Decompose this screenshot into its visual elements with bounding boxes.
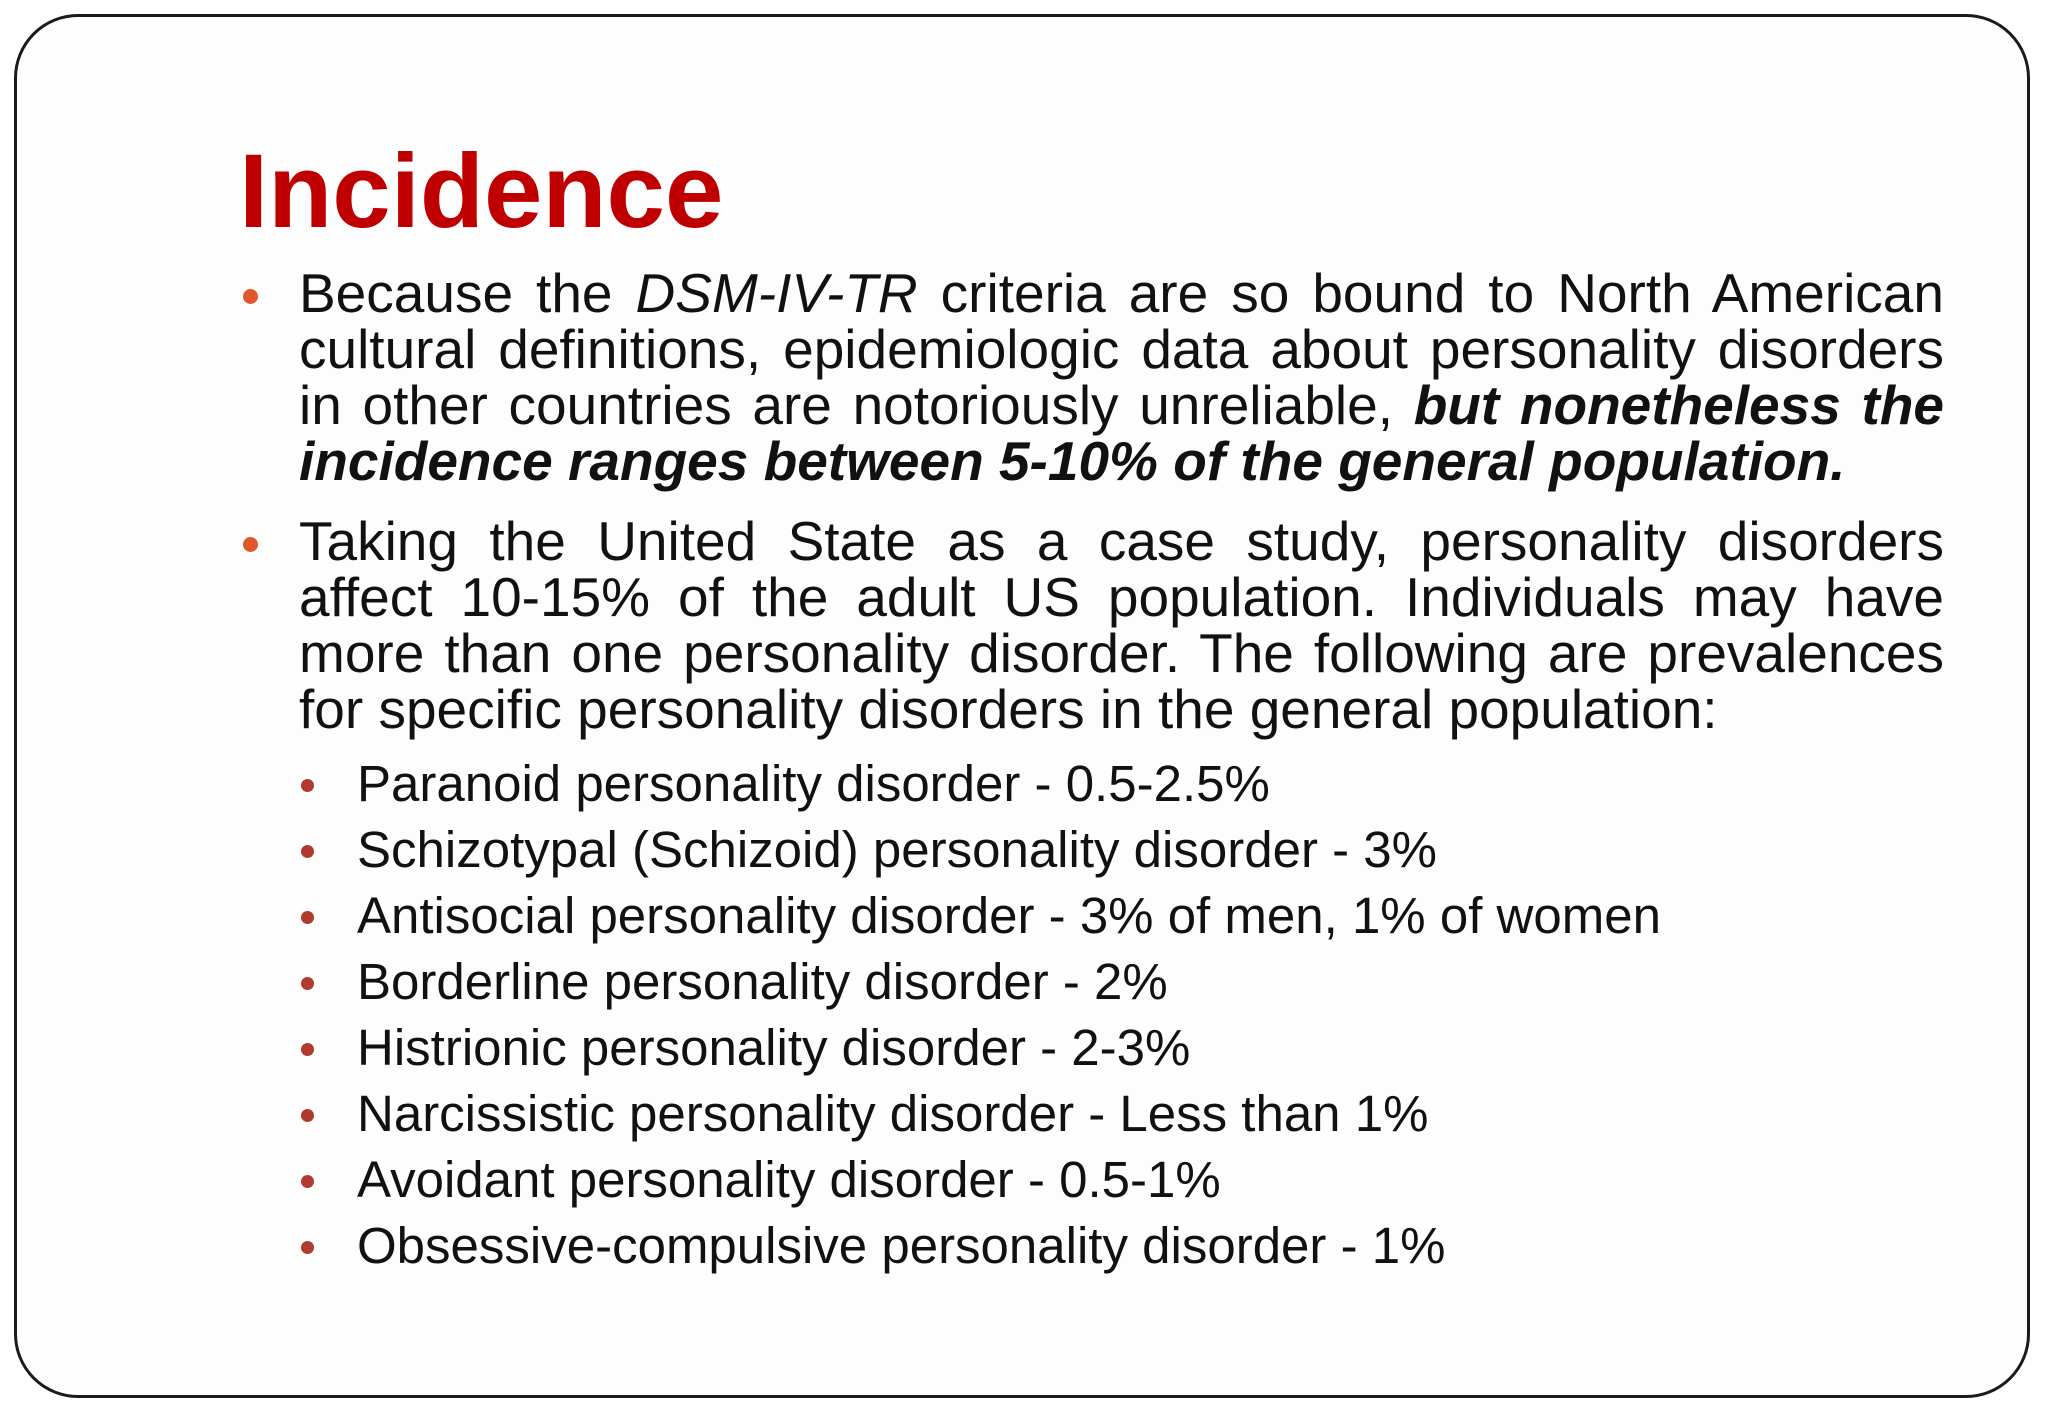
bullet-item-1: [239, 262, 1944, 492]
sub-bullet-dot-icon: [301, 911, 314, 924]
slide-frame: [14, 14, 2030, 1398]
bullet-text-1-before: Because the: [299, 262, 636, 324]
bullet-list: [239, 262, 1944, 1279]
prevalence-item: [299, 1213, 1944, 1279]
prevalence-item: [299, 751, 1944, 817]
prevalence-list: [299, 751, 1944, 1279]
sub-bullet-dot-icon: [301, 1109, 314, 1122]
sub-bullet-dot-icon: [301, 1043, 314, 1056]
bullet-text-1: [299, 262, 1944, 492]
sub-bullet-dot-icon: [301, 779, 314, 792]
bullet-text-1-emphasis: but nonetheless the incidence ranges between 5-10% of the general population.: [299, 374, 1944, 492]
bullet-dot-icon: [243, 537, 258, 552]
sub-bullet-dot-icon: [301, 1241, 314, 1254]
prevalence-item: [299, 1015, 1944, 1081]
sub-bullet-dot-icon: [301, 1175, 314, 1188]
prevalence-item-text: Borderline personality disorder - 2%: [357, 953, 1168, 1010]
bullet-item-2: [239, 510, 1944, 1279]
prevalence-item: [299, 817, 1944, 883]
bullet-dot-icon: [243, 289, 258, 304]
bullet-text-2: Taking the United State as a case study, personality disorders affect 10-15% of the adult US population. Individuals may have more than one personality disorder. The following are prevalences for specific personality disorders in the general population:: [299, 510, 1944, 740]
prevalence-item-text: Avoidant personality disorder - 0.5-1%: [357, 1151, 1221, 1208]
prevalence-item: [299, 1147, 1944, 1213]
prevalence-item-text: Histrionic personality disorder - 2-3%: [357, 1019, 1191, 1076]
slide-content: [239, 127, 1944, 1303]
prevalence-item: [299, 883, 1944, 949]
prevalence-item-text: Paranoid personality disorder - 0.5-2.5%: [357, 755, 1270, 812]
prevalence-item: [299, 949, 1944, 1015]
prevalence-item-text: Narcissistic personality disorder - Less than 1%: [357, 1085, 1429, 1142]
sub-bullet-dot-icon: [301, 845, 314, 858]
slide-title: Incidence: [239, 133, 724, 250]
bullet-text-1-after: criteria are so bound to North American cultural definitions, epidemiologic data about personality disorders in other countries are notoriously unreliable,: [299, 262, 1944, 436]
bullet-text-1-italic: DSM-IV-TR: [635, 262, 918, 324]
prevalence-item-text: Antisocial personality disorder - 3% of men, 1% of women: [357, 887, 1661, 944]
prevalence-item-text: Obsessive-compulsive personality disorder - 1%: [357, 1217, 1446, 1274]
sub-bullet-dot-icon: [301, 977, 314, 990]
prevalence-item: [299, 1081, 1944, 1147]
prevalence-item-text: Schizotypal (Schizoid) personality disorder - 3%: [357, 821, 1437, 878]
